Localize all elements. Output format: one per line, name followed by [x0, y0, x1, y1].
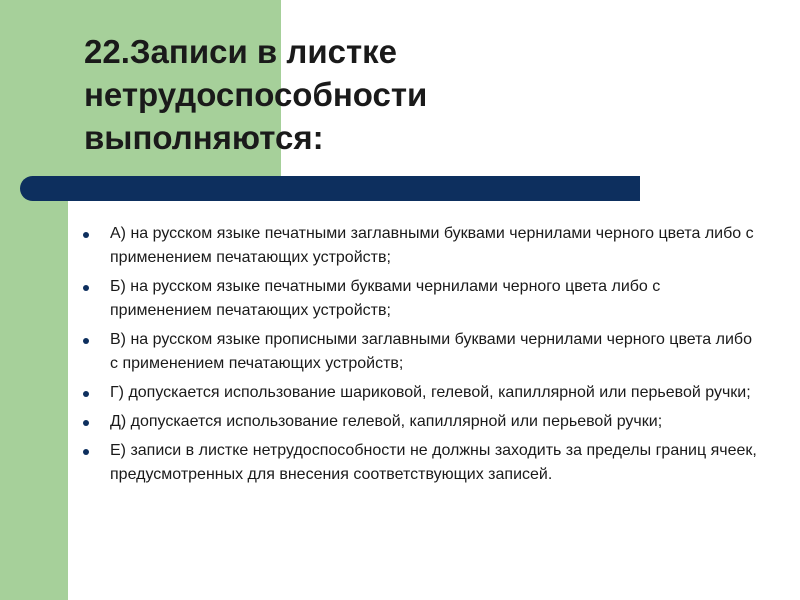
bullet-list	[80, 222, 760, 492]
bullet-text: Е) записи в листке нетрудоспособности не должны заходить за пределы границ ячеек, предусмотренных для внесения соответствующих записей.	[110, 442, 757, 483]
bullet-dot-icon	[83, 391, 89, 397]
side-accent-strip	[0, 0, 68, 600]
bullet-dot-icon	[83, 338, 89, 344]
bullet-text: В) на русском языке прописными заглавными буквами чернилами черного цвета либо с применением печатающих устройств;	[110, 331, 752, 372]
bullet-item	[80, 222, 760, 270]
title-divider-bar	[20, 176, 640, 201]
bullet-dot-icon	[83, 420, 89, 426]
slide-title: 22.Записи в листке нетрудоспособности выполняются:	[84, 33, 428, 156]
bullet-dot-icon	[83, 232, 89, 238]
bullet-dot-icon	[83, 285, 89, 291]
bullet-item	[80, 381, 760, 405]
bullet-dot-icon	[83, 449, 89, 455]
bullet-text: А) на русском языке печатными заглавными буквами чернилами черного цвета либо с применением печатающих устройств;	[110, 225, 754, 266]
bullet-item	[80, 410, 760, 434]
bullet-item	[80, 328, 760, 376]
bullet-text: Г) допускается использование шариковой, гелевой, капиллярной или перьевой ручки;	[110, 384, 751, 401]
bullet-item	[80, 275, 760, 323]
bullet-text: Д) допускается использование гелевой, капиллярной или перьевой ручки;	[110, 413, 663, 430]
bullet-item	[80, 439, 760, 487]
bullet-text: Б) на русском языке печатными буквами чернилами черного цвета либо с применением печатающих устройств;	[110, 278, 661, 319]
